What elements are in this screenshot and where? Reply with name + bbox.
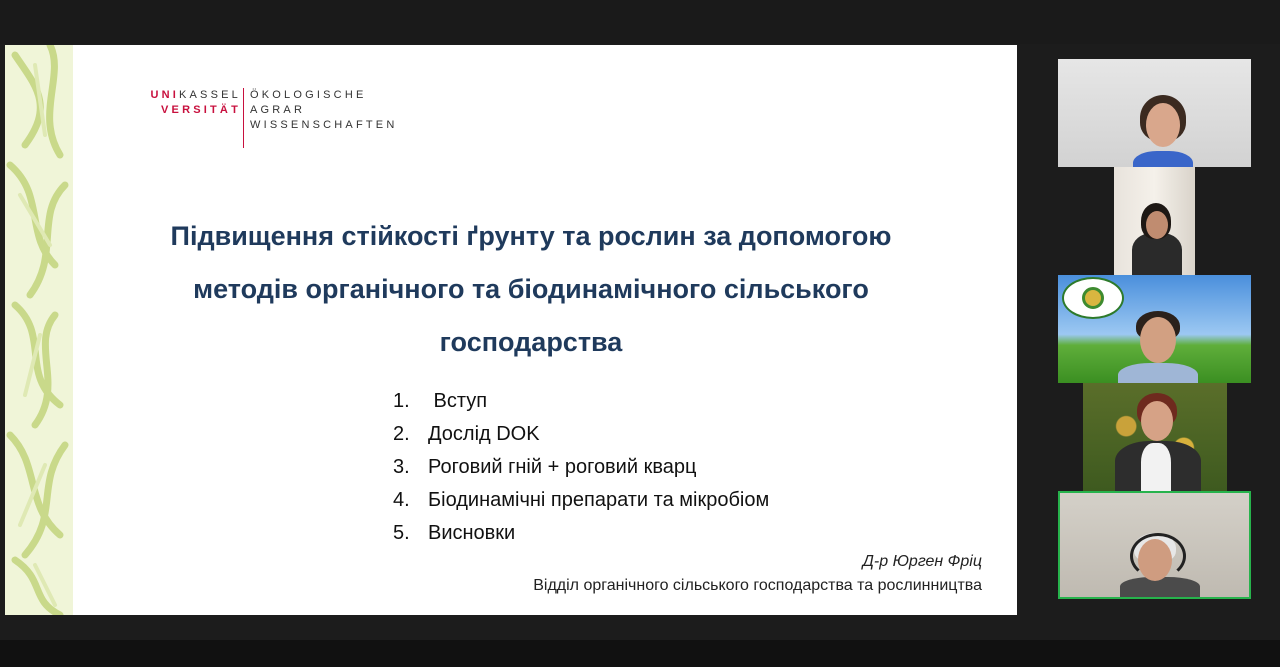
- slide-title: [105, 210, 957, 369]
- participant-4-video[interactable]: [1083, 383, 1227, 491]
- author-name: Д-р Юрген Фріц: [862, 553, 982, 570]
- decorative-strip: [5, 45, 73, 615]
- agenda-item: 1. Вступ: [393, 390, 488, 412]
- participant-3-video[interactable]: [1058, 275, 1251, 383]
- participant-face: [1146, 103, 1180, 147]
- bottom-bar: [0, 640, 1280, 667]
- agenda-item: 3. Роговий гній + роговий кварц: [393, 456, 697, 478]
- participant-body: [1133, 151, 1193, 167]
- leaf-pattern: [5, 45, 73, 615]
- top-bar: [0, 0, 1280, 44]
- agenda-item: 5. Висновки: [393, 522, 516, 544]
- participant-body: [1120, 577, 1200, 599]
- participant-body: [1132, 233, 1182, 275]
- participant-shirt: [1141, 443, 1171, 491]
- participant-5-video-active[interactable]: [1058, 491, 1251, 599]
- logo-uni: UNI: [150, 89, 179, 101]
- title-line-1: Підвищення стійкості ґрунту та рослин за допомогою: [170, 221, 892, 251]
- logo-okologische: ÖKOLOGISCHE: [250, 89, 367, 101]
- agenda-item: 2. Дослід DOK: [393, 423, 540, 445]
- participant-1-video[interactable]: [1058, 59, 1251, 167]
- participant-body: [1118, 363, 1198, 383]
- headset-icon: [1130, 533, 1186, 579]
- emblem-icon: [1062, 277, 1124, 319]
- logo-divider: [243, 88, 244, 148]
- participant-face: [1140, 317, 1176, 363]
- department-name: Відділ органічного сільського господарства та рослинництва: [533, 577, 982, 594]
- participant-face: [1141, 401, 1173, 441]
- title-line-2: методів органічного та біодинамічного сільського: [193, 274, 869, 304]
- logo-kassel: KASSEL: [178, 89, 241, 101]
- title-line-3: господарства: [439, 327, 623, 357]
- logo-versitat: VERSITÄT: [161, 104, 241, 116]
- logo-agrar: AGRAR: [250, 104, 306, 116]
- logo-wissenschaften: WISSENSCHAFTEN: [250, 119, 398, 131]
- shared-slide: [5, 45, 1017, 615]
- participant-face: [1146, 211, 1168, 239]
- participant-2-video[interactable]: [1114, 167, 1195, 275]
- agenda-list: [393, 385, 769, 550]
- agenda-item: 4. Біодинамічні препарати та мікробіом: [393, 489, 770, 511]
